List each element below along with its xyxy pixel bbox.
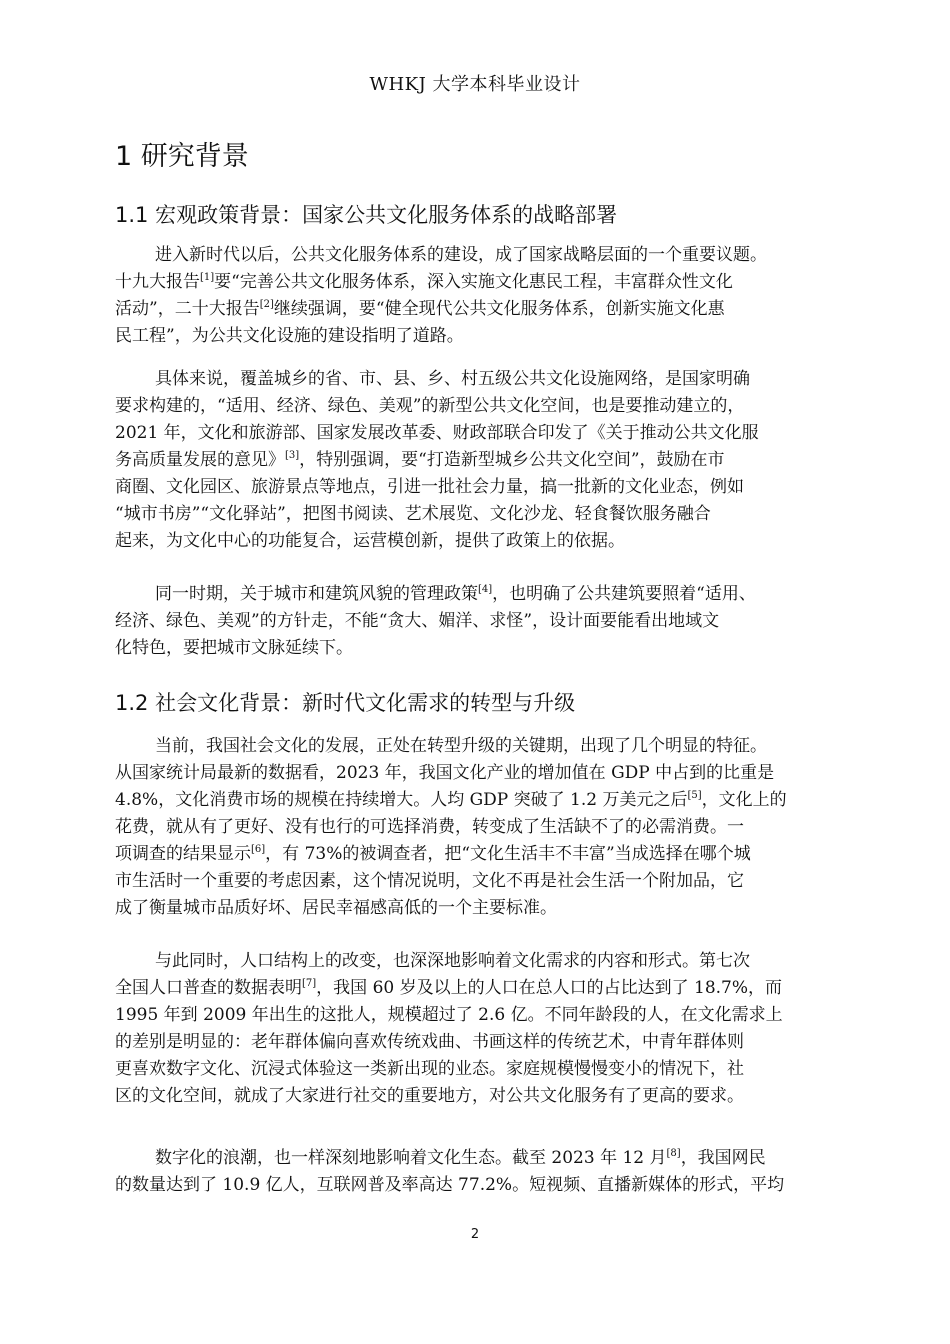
text-line: 市生活时一个重要的考虑因素，这个情况说明，文化不再是社会生活一个附加品，它 [115,871,744,891]
citation-marker: [7] [302,978,317,989]
text-line: 民工程”，为公共文化设施的建设指明了道路。 [115,326,464,346]
text-line: 全国人口普查的数据表明[7]，我国 60 岁及以上的人口在总人口的占比达到了 18.7%，而 [115,978,783,998]
text-line: 1995 年到 2009 年出生的这批人，规模超过了 2.6 亿。不同年龄段的人，在文化需求上 [115,1005,783,1025]
paragraph [115,948,835,1110]
text-line: 成了衡量城市品质好坏、居民幸福感高低的一个主要标准。 [115,898,557,918]
text-line: 的数量达到了 10.9 亿人，互联网普及率高达 77.2%。短视频、直播新媒体的形式，平均 [115,1175,785,1195]
text-line: 十九大报告[1]要“完善公共文化服务体系，深入实施文化惠民工程，丰富群众性文化 [115,272,733,292]
text-line: 要求构建的，“适用、经济、绿色、美观”的新型公共文化空间，也是要推动建立的， [115,396,745,416]
section-title-1-2: 1.2 社会文化背景：新时代文化需求的转型与升级 [115,691,576,715]
text-line: 2021 年，文化和旅游部、国家发展改革委、财政部联合印发了《关于推动公共文化服 [115,423,759,443]
text-line: 活动”，二十大报告[2]继续强调，要“健全现代公共文化服务体系，创新实施文化惠 [115,299,725,319]
paragraph [115,1145,835,1199]
text-line: 务高质量发展的意见》[3]，特别强调，要“打造新型城乡公共文化空间”，鼓励在市 [115,450,725,470]
text-line: 化特色，要把城市文脉延续下。 [115,638,353,658]
paragraph [115,733,835,922]
text-line: 更喜欢数字文化、沉浸式体验这一类新出现的业态。家庭规模慢慢变小的情况下，社 [115,1059,744,1079]
paragraph [115,366,835,555]
citation-marker: [3] [285,450,300,461]
text-line: “城市书房”“文化驿站”，把图书阅读、艺术展览、文化沙龙、轻食餐饮服务融合 [115,504,711,524]
text-line: 起来，为文化中心的功能复合，运营模创新，提供了政策上的依据。 [115,531,625,551]
citation-marker: [5] [687,790,702,801]
text-line: 进入新时代以后，公共文化服务体系的建设，成了国家战略层面的一个重要议题。 [155,245,767,265]
citation-marker: [8] [666,1148,681,1159]
paragraph [115,242,835,350]
text-line: 区的文化空间，就成了大家进行社交的重要地方，对公共文化服务有了更高的要求。 [115,1086,744,1106]
chapter-title: 1 研究背景 [115,141,249,172]
section-title-1-1: 1.1 宏观政策背景：国家公共文化服务体系的战略部署 [115,203,618,227]
text-line: 数字化的浪潮，也一样深刻地影响着文化生态。截至 2023 年 12 月[8]，我国网民 [155,1148,766,1168]
citation-marker: [6] [251,844,266,855]
text-line: 经济、绿色、美观”的方针走，不能“贪大、媚洋、求怪”，设计面要能看出地域文 [115,611,720,631]
text-line: 的差别是明显的：老年群体偏向喜欢传统戏曲、书画这样的传统艺术，中青年群体则 [115,1032,744,1052]
running-header: WHKJ 大学本科毕业设计 [369,74,581,95]
citation-marker: [2] [259,299,274,310]
text-line: 当前，我国社会文化的发展，正处在转型升级的关键期，出现了几个明显的特征。 [155,736,767,756]
text-line: 花费，就从有了更好、没有也行的可选择消费，转变成了生活缺不了的必需消费。一 [115,817,744,837]
text-line: 同一时期，关于城市和建筑风貌的管理政策[4]，也明确了公共建筑要照着“适用、 [155,584,756,604]
text-line: 从国家统计局最新的数据看，2023 年，我国文化产业的增加值在 GDP 中占到的比重是 [115,763,775,783]
text-line: 项调查的结果显示[6]，有 73%的被调查者，把“文化生活丰不丰富”当成选择在哪个城 [115,844,751,864]
page-number: 2 [470,1227,480,1242]
text-line: 4.8%，文化消费市场的规模在持续增大。人均 GDP 突破了 1.2 万美元之后[5]，文化上的 [115,790,787,810]
paragraph [115,581,835,662]
text-line: 商圈、文化园区、旅游景点等地点，引进一批社会力量，搞一批新的文化业态，例如 [115,477,744,497]
text-line: 与此同时，人口结构上的改变，也深深地影响着文化需求的内容和形式。第七次 [155,951,750,971]
text-line: 具体来说，覆盖城乡的省、市、县、乡、村五级公共文化设施网络，是国家明确 [155,369,750,389]
citation-marker: [4] [478,584,493,595]
citation-marker: [1] [200,272,215,283]
